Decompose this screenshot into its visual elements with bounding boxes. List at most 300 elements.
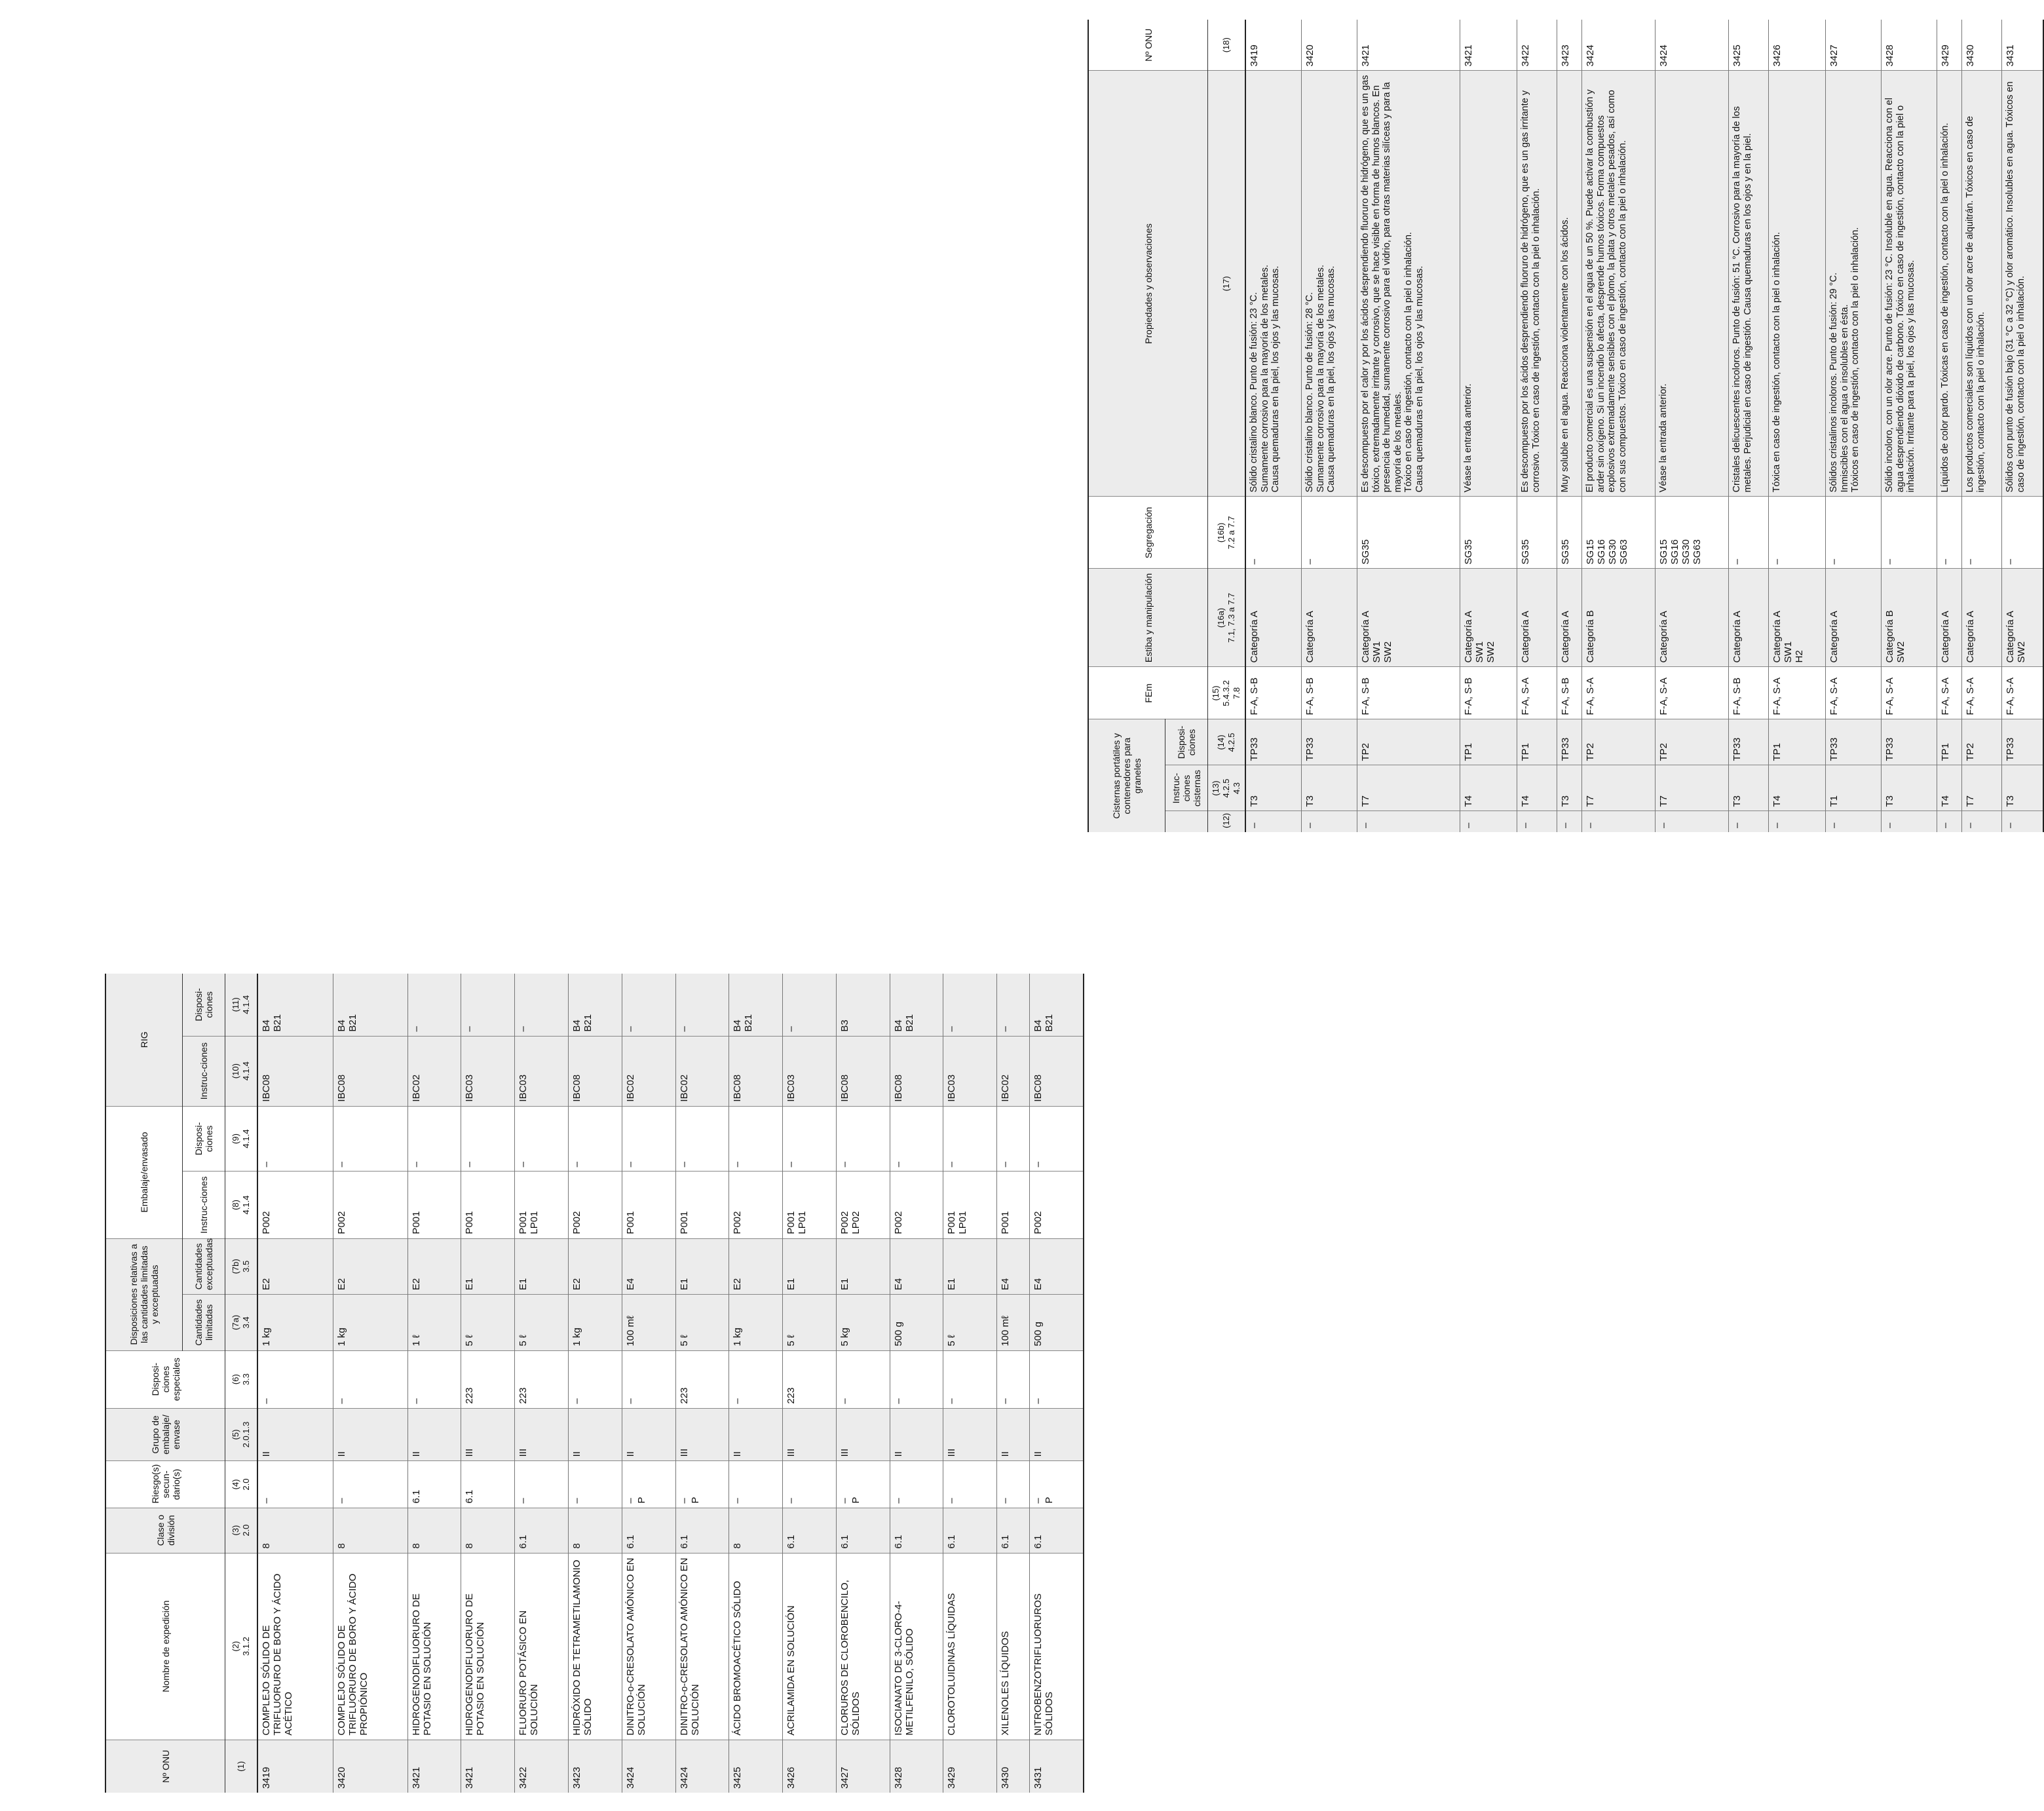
limited-qty: 1 kg: [333, 1295, 407, 1351]
un-number: 3422: [515, 1740, 569, 1793]
un-number: 3419: [1245, 20, 1302, 71]
column-ref: (7b) 3.5: [225, 1238, 258, 1295]
excepted-qty: E4: [890, 1238, 943, 1295]
properties: El producto comercial es una suspensión en el agua de un 50 %. Puede activar la combustión y arder sin oxígeno. Si un incendio lo afecta, desprende humos tóxicos. Forma compuestos explosivos extremadamente sensibles con el plomo, la plata y otros metales pesados, así como con sus compuestos. Tóxico en caso de ingestión, contacto con la piel o inhalación.: [1582, 71, 1656, 497]
packing-group: II: [622, 1408, 675, 1461]
special-provisions: –: [622, 1350, 675, 1408]
table-row: [407, 974, 461, 1793]
pkg-instructions: P002: [729, 1172, 783, 1238]
header-shipping-name: Nombre de expedición: [105, 1553, 225, 1740]
ibc-instructions: IBC03: [783, 1036, 837, 1106]
table-row: [997, 974, 1029, 1793]
stowage: Categoría A SW1 SW2: [1357, 569, 1460, 667]
packing-group: III: [783, 1408, 837, 1461]
special-provisions: –: [836, 1350, 890, 1408]
limited-qty: 500 g: [1029, 1295, 1084, 1351]
header-subsidiary-risk: Riesgo(s) secun-dario(s): [105, 1461, 225, 1508]
pkg-instructions: P001: [407, 1172, 461, 1238]
pkg-provisions: –: [943, 1106, 997, 1172]
ibc-instructions: IBC08: [836, 1036, 890, 1106]
subsidiary-risk: –: [257, 1461, 333, 1508]
header-packing-group: Grupo de embalaje/ envase: [105, 1408, 225, 1461]
subsidiary-risk: 6.1: [407, 1461, 461, 1508]
limited-qty: 1 kg: [257, 1295, 333, 1351]
tank-provisions: TP1: [1769, 719, 1826, 765]
properties: Cristales delicuescentes incoloros. Punto de fusión: 51 °C. Corrosivo para la mayoría de los metales. Perjudicial en caso de ingestión. Causa quemaduras en los ojos y en la piel.: [1729, 71, 1769, 497]
pkg-provisions: –: [333, 1106, 407, 1172]
pkg-provisions: –: [997, 1106, 1029, 1172]
table-row: [515, 974, 569, 1793]
excepted-qty: E2: [729, 1238, 783, 1295]
column-ref: (1): [225, 1740, 258, 1793]
tank-instructions: T3: [1729, 765, 1769, 811]
ems: F-A, S-A: [1769, 667, 1826, 719]
segregation: –: [1245, 497, 1302, 569]
special-provisions: 223: [675, 1350, 729, 1408]
limited-qty: 1 ℓ: [407, 1295, 461, 1351]
header-un-no-right: Nº ONU: [1088, 20, 1208, 71]
header-segregation: Segregación: [1088, 497, 1208, 569]
header-properties: Propiedades y observaciones: [1088, 71, 1208, 497]
stowage: Categoría A: [1302, 569, 1357, 667]
table-row: [783, 974, 837, 1793]
stowage: Categoría A: [1656, 569, 1729, 667]
header-packaging: Embalaje/envasado: [105, 1106, 183, 1238]
header-class: Clase o división: [105, 1508, 225, 1553]
tank-provisions: TP33: [1302, 719, 1357, 765]
shipping-name: DINITRO-o-CRESOLATO AMÓNICO EN SOLUCIÓN: [622, 1553, 675, 1740]
tank-instructions: T3: [1882, 765, 1937, 811]
limited-qty: 1 kg: [569, 1295, 622, 1351]
table-row: [622, 974, 675, 1793]
pkg-instructions: P001: [997, 1172, 1029, 1238]
ems: F-A, S-A: [1826, 667, 1882, 719]
properties: Muy soluble en el agua. Reacciona violentamente con los ácidos.: [1557, 71, 1582, 497]
column-ref: (16b) 7.2 a 7.7: [1208, 497, 1246, 569]
pkg-provisions: –: [515, 1106, 569, 1172]
stowage: Categoría A: [1517, 569, 1557, 667]
segregation: –: [1882, 497, 1937, 569]
pkg-provisions: –: [783, 1106, 837, 1172]
special-provisions: –: [943, 1350, 997, 1408]
ibc-provisions: B4 B21: [729, 974, 783, 1036]
subsidiary-risk: –: [569, 1461, 622, 1508]
table-row: [1729, 20, 1769, 832]
header-special-provisions: Disposi-ciones especiales: [105, 1350, 225, 1408]
table-row: [1582, 20, 1656, 832]
column-ref: (14) 4.2.5: [1208, 719, 1246, 765]
un-number: 3428: [890, 1740, 943, 1793]
table-row: [569, 974, 622, 1793]
special-provisions: –: [997, 1350, 1029, 1408]
special-provisions: –: [407, 1350, 461, 1408]
header-tank-provisions: Disposi-ciones: [1165, 719, 1208, 765]
properties: Es descompuesto por el calor y por los ácidos desprendiendo fluoruro de hidrógeno, que es un gas tóxico, extremadamente irritante y corrosivo, que se hace visible en forma de humos blancos. En presencia de humedad, sumamente corrosivo para el vidrio, para otras materias silíceas y para la mayoría de los metales. Tóxico en caso de ingestión, contacto con la piel o inhalación. Causa quemaduras en la piel, los ojos y las mucosas.: [1357, 71, 1460, 497]
ibc-provisions: –: [675, 974, 729, 1036]
pkg-instructions: P002: [890, 1172, 943, 1238]
special-provisions: –: [1029, 1350, 1084, 1408]
stowage: Categoría A SW2: [2002, 569, 2043, 667]
tank-provisions: TP33: [2002, 719, 2043, 765]
ibc-provisions: –: [943, 974, 997, 1036]
properties: Sólidos con punto de fusión bajo (31 °C a 32 °C) y olor aromático. Insolubles en agua. Tóxicos en caso de ingestión, contacto con la piel o inhalación.: [2002, 71, 2043, 497]
ibc-instructions: IBC08: [569, 1036, 622, 1106]
tank-instructions: T4: [1460, 765, 1517, 811]
shipping-name: HIDRÓXIDO DE TETRAMETILAMONIO SÓLIDO: [569, 1553, 622, 1740]
class: 6.1: [783, 1508, 837, 1553]
subsidiary-risk: 6.1: [461, 1461, 515, 1508]
class: 6.1: [943, 1508, 997, 1553]
tank-provisions: TP1: [1937, 719, 1962, 765]
excepted-qty: E4: [622, 1238, 675, 1295]
limited-qty: 5 kg: [836, 1295, 890, 1351]
ems: F-A, S-A: [2002, 667, 2043, 719]
stowage: Categoría A: [1557, 569, 1582, 667]
stowage: Categoría B: [1582, 569, 1656, 667]
left-table: [105, 974, 1084, 1793]
column-ref: (9) 4.1.4: [225, 1106, 258, 1172]
table-row: [1557, 20, 1582, 832]
column-12: –: [1729, 811, 1769, 832]
pkg-provisions: –: [890, 1106, 943, 1172]
table-row: [1245, 20, 1302, 832]
special-provisions: –: [729, 1350, 783, 1408]
segregation: SG35: [1460, 497, 1517, 569]
column-12: –: [1882, 811, 1937, 832]
un-number: 3430: [1962, 20, 2002, 71]
subsidiary-risk: – P: [836, 1461, 890, 1508]
excepted-qty: E1: [461, 1238, 515, 1295]
table-row: [836, 974, 890, 1793]
un-number: 3429: [943, 1740, 997, 1793]
limited-qty: 5 ℓ: [461, 1295, 515, 1351]
tank-provisions: TP33: [1245, 719, 1302, 765]
pkg-instructions: P002: [569, 1172, 622, 1238]
properties: Sólido cristalino blanco. Punto de fusión: 23 °C. Sumamente corrosivo para la mayoría de los metales. Causa quemaduras en la piel, los ojos y las mucosas.: [1245, 71, 1302, 497]
ibc-provisions: B4 B21: [257, 974, 333, 1036]
table-row: [1882, 20, 1937, 832]
class: 8: [729, 1508, 783, 1553]
properties: Véase la entrada anterior.: [1460, 71, 1517, 497]
class: 6.1: [997, 1508, 1029, 1553]
tank-instructions: T1: [1826, 765, 1882, 811]
excepted-qty: E4: [1029, 1238, 1084, 1295]
un-number: 3424: [622, 1740, 675, 1793]
ibc-provisions: B4 B21: [569, 974, 622, 1036]
properties: Véase la entrada anterior.: [1656, 71, 1729, 497]
segregation: –: [1729, 497, 1769, 569]
segregation: SG15 SG16 SG30 SG63: [1656, 497, 1729, 569]
un-number: 3419: [257, 1740, 333, 1793]
un-number: 3425: [1729, 20, 1769, 71]
header-ems: FEm: [1088, 667, 1208, 719]
tank-provisions: TP1: [1460, 719, 1517, 765]
column-ref: (11) 4.1.4: [225, 974, 258, 1036]
column-12: –: [1937, 811, 1962, 832]
ems: F-A, S-A: [1937, 667, 1962, 719]
un-number: 3429: [1937, 20, 1962, 71]
column-ref: (17): [1208, 71, 1246, 497]
packing-group: II: [1029, 1408, 1084, 1461]
stowage: Categoría A SW1 H2: [1769, 569, 1826, 667]
ibc-instructions: IBC03: [461, 1036, 515, 1106]
un-number: 3423: [569, 1740, 622, 1793]
column-12: –: [1656, 811, 1729, 832]
ems: F-A, S-A: [1962, 667, 2002, 719]
segregation: SG15 SG16 SG30 SG63: [1582, 497, 1656, 569]
table-row: [1460, 20, 1517, 832]
un-number: 3427: [1826, 20, 1882, 71]
header-ibc-provisions: Disposi-ciones: [183, 974, 225, 1036]
header-limited-excepted: Disposiciones relativas a las cantidades limitadas y exceptuadas: [105, 1238, 183, 1350]
excepted-qty: E4: [997, 1238, 1029, 1295]
segregation: –: [1826, 497, 1882, 569]
column-ref: (3) 2.0: [225, 1508, 258, 1553]
column-ref: (18): [1208, 20, 1246, 71]
shipping-name: XILENOLES LÍQUIDOS: [997, 1553, 1029, 1740]
stowage: Categoría A: [1937, 569, 1962, 667]
segregation: –: [1769, 497, 1826, 569]
pkg-provisions: –: [729, 1106, 783, 1172]
tank-instructions: T7: [1656, 765, 1729, 811]
column-ref: (15) 5.4.3.2 7.8: [1208, 667, 1246, 719]
subsidiary-risk: – P: [1029, 1461, 1084, 1508]
segregation: SG35: [1357, 497, 1460, 569]
column-ref: (4) 2.0: [225, 1461, 258, 1508]
class: 8: [407, 1508, 461, 1553]
stowage: Categoría A: [1962, 569, 2002, 667]
table-row: [1937, 20, 1962, 832]
excepted-qty: E1: [515, 1238, 569, 1295]
column-12: –: [1302, 811, 1357, 832]
column-12: –: [1460, 811, 1517, 832]
table-row: [1302, 20, 1357, 832]
subsidiary-risk: –: [729, 1461, 783, 1508]
column-12: –: [2002, 811, 2043, 832]
ibc-instructions: IBC08: [890, 1036, 943, 1106]
pkg-provisions: –: [257, 1106, 333, 1172]
un-number: 3427: [836, 1740, 890, 1793]
ibc-instructions: IBC08: [1029, 1036, 1084, 1106]
un-number: 3421: [461, 1740, 515, 1793]
shipping-name: NITROBENZOTRIFLUORUROS SÓLIDOS: [1029, 1553, 1084, 1740]
header-tank-blank: [1165, 811, 1208, 832]
pkg-provisions: –: [622, 1106, 675, 1172]
pkg-instructions: P001 LP01: [515, 1172, 569, 1238]
packing-group: II: [729, 1408, 783, 1461]
un-number: 3430: [997, 1740, 1029, 1793]
tank-provisions: TP33: [1826, 719, 1882, 765]
tank-instructions: T3: [1245, 765, 1302, 811]
ibc-instructions: IBC02: [622, 1036, 675, 1106]
un-number: 3426: [783, 1740, 837, 1793]
table-row: [729, 974, 783, 1793]
ibc-provisions: –: [407, 974, 461, 1036]
tank-provisions: TP2: [1582, 719, 1656, 765]
shipping-name: HIDROGENODIFLUORURO DE POTASIO EN SOLUCIÓN: [461, 1553, 515, 1740]
ibc-instructions: IBC02: [675, 1036, 729, 1106]
table-row: [1656, 20, 1729, 832]
tank-provisions: TP2: [1357, 719, 1460, 765]
ibc-provisions: –: [997, 974, 1029, 1036]
pkg-instructions: P001 LP01: [783, 1172, 837, 1238]
excepted-qty: E1: [836, 1238, 890, 1295]
limited-qty: 100 mℓ: [997, 1295, 1029, 1351]
tank-instructions: T7: [1582, 765, 1656, 811]
class: 6.1: [622, 1508, 675, 1553]
header-ibc: RIG: [105, 974, 183, 1106]
stowage: Categoría A: [1826, 569, 1882, 667]
class: 8: [257, 1508, 333, 1553]
ems: F-A, S-A: [1582, 667, 1656, 719]
header-stowage: Estiba y manipulación: [1088, 569, 1208, 667]
tank-provisions: TP33: [1882, 719, 1937, 765]
pkg-provisions: –: [836, 1106, 890, 1172]
pkg-provisions: –: [407, 1106, 461, 1172]
properties: Tóxica en caso de ingestión, contacto con la piel o inhalación.: [1769, 71, 1826, 497]
packing-group: II: [257, 1408, 333, 1461]
subsidiary-risk: –: [943, 1461, 997, 1508]
un-number: 3420: [1302, 20, 1357, 71]
tank-instructions: T7: [1962, 765, 2002, 811]
table-row: [1826, 20, 1882, 832]
ems: F-A, S-B: [1729, 667, 1769, 719]
subsidiary-risk: –: [783, 1461, 837, 1508]
pkg-provisions: –: [569, 1106, 622, 1172]
ibc-instructions: IBC08: [333, 1036, 407, 1106]
stowage: Categoría A: [1245, 569, 1302, 667]
ibc-provisions: B3: [836, 974, 890, 1036]
segregation: –: [1302, 497, 1357, 569]
left-table-block: [105, 974, 1084, 1793]
shipping-name: ACRILAMIDA EN SOLUCIÓN: [783, 1553, 837, 1740]
ems: F-A, S-B: [1460, 667, 1517, 719]
ibc-provisions: –: [515, 974, 569, 1036]
column-ref: (13) 4.2.5 4.3: [1208, 765, 1246, 811]
right-table-block: [1088, 20, 2044, 832]
ibc-provisions: B4 B21: [890, 974, 943, 1036]
ibc-instructions: IBC03: [515, 1036, 569, 1106]
excepted-qty: E1: [943, 1238, 997, 1295]
header-pkg-instructions: Instruc-ciones: [183, 1172, 225, 1238]
properties: Los productos comerciales son líquidos con un olor acre de alquitrán. Tóxicos en caso de ingestión, contacto con la piel o inhalación.: [1962, 71, 2002, 497]
un-number: 3420: [333, 1740, 407, 1793]
packing-group: III: [675, 1408, 729, 1461]
un-number: 3421: [1357, 20, 1460, 71]
pkg-instructions: P001: [675, 1172, 729, 1238]
packing-group: II: [407, 1408, 461, 1461]
subsidiary-risk: –: [997, 1461, 1029, 1508]
ibc-provisions: –: [622, 974, 675, 1036]
column-ref: (5) 2.0.1.3: [225, 1408, 258, 1461]
special-provisions: 223: [515, 1350, 569, 1408]
segregation: SG35: [1557, 497, 1582, 569]
table-row: [1517, 20, 1557, 832]
column-12: –: [1582, 811, 1656, 832]
ems: F-A, S-B: [1302, 667, 1357, 719]
un-number: 3425: [729, 1740, 783, 1793]
limited-qty: 5 ℓ: [515, 1295, 569, 1351]
shipping-name: CLOROTOLUIDINAS LÍQUIDAS: [943, 1553, 997, 1740]
shipping-name: COMPLEJO SÓLIDO DE TRIFLUORURO DE BORO Y ÁCIDO ACÉTICO: [257, 1553, 333, 1740]
header-tanks: Cisternas portátiles y contenedores para graneles: [1088, 719, 1165, 832]
ibc-instructions: IBC08: [729, 1036, 783, 1106]
class: 6.1: [836, 1508, 890, 1553]
tank-instructions: T3: [1302, 765, 1357, 811]
table-row: [675, 974, 729, 1793]
pkg-instructions: P001 LP01: [943, 1172, 997, 1238]
column-12: –: [1245, 811, 1302, 832]
stowage: Categoría A SW1 SW2: [1460, 569, 1517, 667]
column-ref: (6) 3.3: [225, 1350, 258, 1408]
subsidiary-risk: –: [890, 1461, 943, 1508]
subsidiary-risk: –: [333, 1461, 407, 1508]
subsidiary-risk: – P: [675, 1461, 729, 1508]
tank-instructions: T7: [1357, 765, 1460, 811]
packing-group: III: [836, 1408, 890, 1461]
ibc-instructions: IBC02: [997, 1036, 1029, 1106]
class: 6.1: [515, 1508, 569, 1553]
subsidiary-risk: –: [515, 1461, 569, 1508]
special-provisions: –: [257, 1350, 333, 1408]
header-ibc-instructions: Instruc-ciones: [183, 1036, 225, 1106]
special-provisions: 223: [783, 1350, 837, 1408]
un-number: 3424: [675, 1740, 729, 1793]
table-row: [1357, 20, 1460, 832]
ibc-provisions: B4 B21: [333, 974, 407, 1036]
column-12: –: [1557, 811, 1582, 832]
shipping-name: COMPLEJO SÓLIDO DE TRIFLUORURO DE BORO Y ÁCIDO PROPIÓNICO: [333, 1553, 407, 1740]
un-number: 3431: [1029, 1740, 1084, 1793]
excepted-qty: E1: [783, 1238, 837, 1295]
limited-qty: 100 mℓ: [622, 1295, 675, 1351]
ems: F-A, S-B: [1357, 667, 1460, 719]
pkg-provisions: –: [461, 1106, 515, 1172]
column-12: –: [1962, 811, 2002, 832]
class: 6.1: [675, 1508, 729, 1553]
excepted-qty: E2: [333, 1238, 407, 1295]
properties: Líquidos de color pardo. Tóxicas en caso de ingestión, contacto con la piel o inhalación.: [1937, 71, 1962, 497]
excepted-qty: E2: [257, 1238, 333, 1295]
header-un-no: Nº ONU: [105, 1740, 225, 1793]
un-number: 3431: [2002, 20, 2043, 71]
tank-provisions: TP2: [1962, 719, 2002, 765]
limited-qty: 500 g: [890, 1295, 943, 1351]
column-ref: (7a) 3.4: [225, 1295, 258, 1351]
ibc-instructions: IBC03: [943, 1036, 997, 1106]
tank-provisions: TP2: [1656, 719, 1729, 765]
ibc-provisions: B4 B21: [1029, 974, 1084, 1036]
pkg-instructions: P002 LP02: [836, 1172, 890, 1238]
class: 8: [461, 1508, 515, 1553]
tank-instructions: T3: [1557, 765, 1582, 811]
ems: F-A, S-B: [1245, 667, 1302, 719]
table-row: [333, 974, 407, 1793]
properties: Sólido incoloro, con un olor acre. Punto de fusión: 23 °C. Insoluble en agua. Reacciona con el agua desprendiendo dióxido de carbono. Tóxico en caso de ingestión, contacto con la piel o inhalación. Irritante para la piel, los ojos y las mucosas.: [1882, 71, 1937, 497]
segregation: –: [1962, 497, 2002, 569]
tank-provisions: TP33: [1729, 719, 1769, 765]
limited-qty: 5 ℓ: [783, 1295, 837, 1351]
special-provisions: 223: [461, 1350, 515, 1408]
packing-group: III: [461, 1408, 515, 1461]
un-number: 3423: [1557, 20, 1582, 71]
table-row: [1029, 974, 1084, 1793]
pkg-instructions: P001: [461, 1172, 515, 1238]
pkg-instructions: P001: [622, 1172, 675, 1238]
packing-group: II: [997, 1408, 1029, 1461]
ems: F-A, S-B: [1557, 667, 1582, 719]
tank-instructions: T4: [1769, 765, 1826, 811]
